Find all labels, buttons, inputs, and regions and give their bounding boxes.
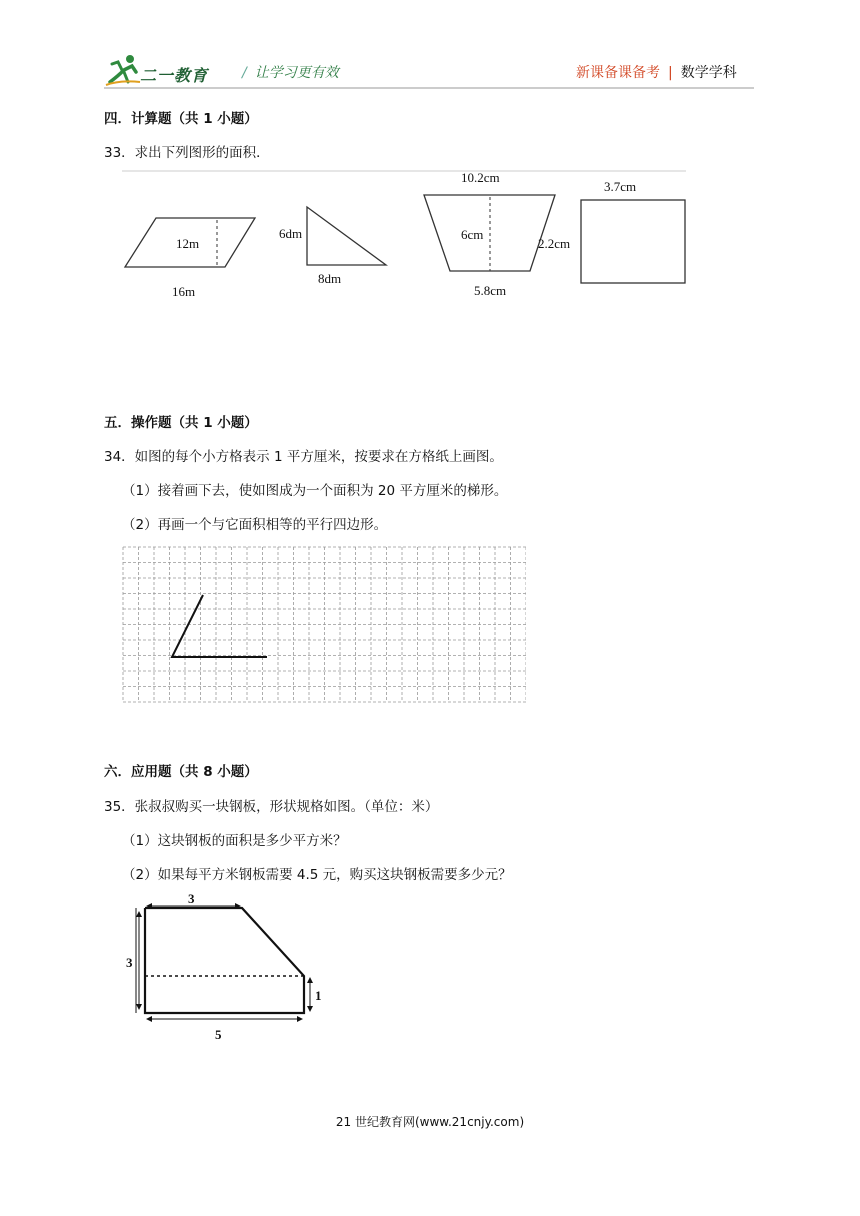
trapezoid-bottom-label: 5.8cm [474, 283, 507, 298]
parallelogram-base-label: 16m [172, 284, 196, 299]
sub-question: （2）再画一个与它面积相等的平行四边形。 [122, 517, 388, 533]
runner-logo-icon [104, 52, 144, 88]
parallelogram-height-label: 12m [176, 236, 200, 251]
slash-divider: / [242, 65, 247, 81]
grid-lines [123, 547, 526, 702]
section-title: 五．操作题（共 1 小题） [104, 415, 258, 431]
grid-paper[interactable] [120, 544, 526, 708]
triangle-height-label: 6dm [279, 226, 303, 241]
question-text: 33．求出下列图形的面积． [104, 145, 270, 161]
section-title: 四．计算题（共 1 小题） [104, 111, 258, 127]
trapezoid-height-label: 6cm [461, 227, 484, 242]
rectangle [581, 200, 685, 283]
rectangle-height-label: 2.2cm [538, 236, 571, 251]
trapezoid-top-label: 10.2cm [461, 170, 500, 185]
sub-question: （1）这块钢板的面积是多少平方米？ [122, 833, 347, 849]
rectangle-width-label: 3.7cm [604, 179, 637, 194]
given-trapezoid-edges [172, 595, 267, 657]
header-right [576, 62, 737, 82]
header-red-text: 新课备课备考 [576, 65, 660, 81]
question-text: 35．张叔叔购买一块钢板，形状规格如图。（单位：米） [104, 799, 439, 815]
left-dimension-label: 3 [126, 955, 133, 970]
sub-question: （1）接着画下去，使如图成为一个面积为 20 平方厘米的梯形。 [122, 483, 508, 499]
header-separator: | [668, 65, 673, 81]
steel-plate-figure [118, 888, 338, 1048]
question-text: 34．如图的每个小方格表示 1 平方厘米，按要求在方格纸上画图。 [104, 449, 503, 465]
top-dimension-label: 3 [188, 891, 195, 906]
slogan-text: 让学习更有效 [254, 65, 339, 81]
logo-text: 二一教育 [140, 66, 209, 85]
header-rule [104, 87, 754, 90]
footer: 21 世纪教育网(www.21cnjy.com) [335, 1115, 525, 1129]
slogan [242, 62, 339, 82]
steel-plate-outline [145, 908, 304, 1013]
right-dimension-label: 1 [315, 988, 322, 1003]
q33-figures [100, 160, 700, 310]
right-triangle [307, 207, 386, 265]
sub-question: （2）如果每平方米钢板需要 4.5 元，购买这块钢板需要多少元？ [122, 867, 512, 883]
header-subject: 数学学科 [680, 65, 737, 81]
triangle-base-label: 8dm [318, 271, 342, 286]
bottom-dimension-label: 5 [215, 1027, 222, 1042]
section-title: 六．应用题（共 8 小题） [104, 764, 258, 780]
